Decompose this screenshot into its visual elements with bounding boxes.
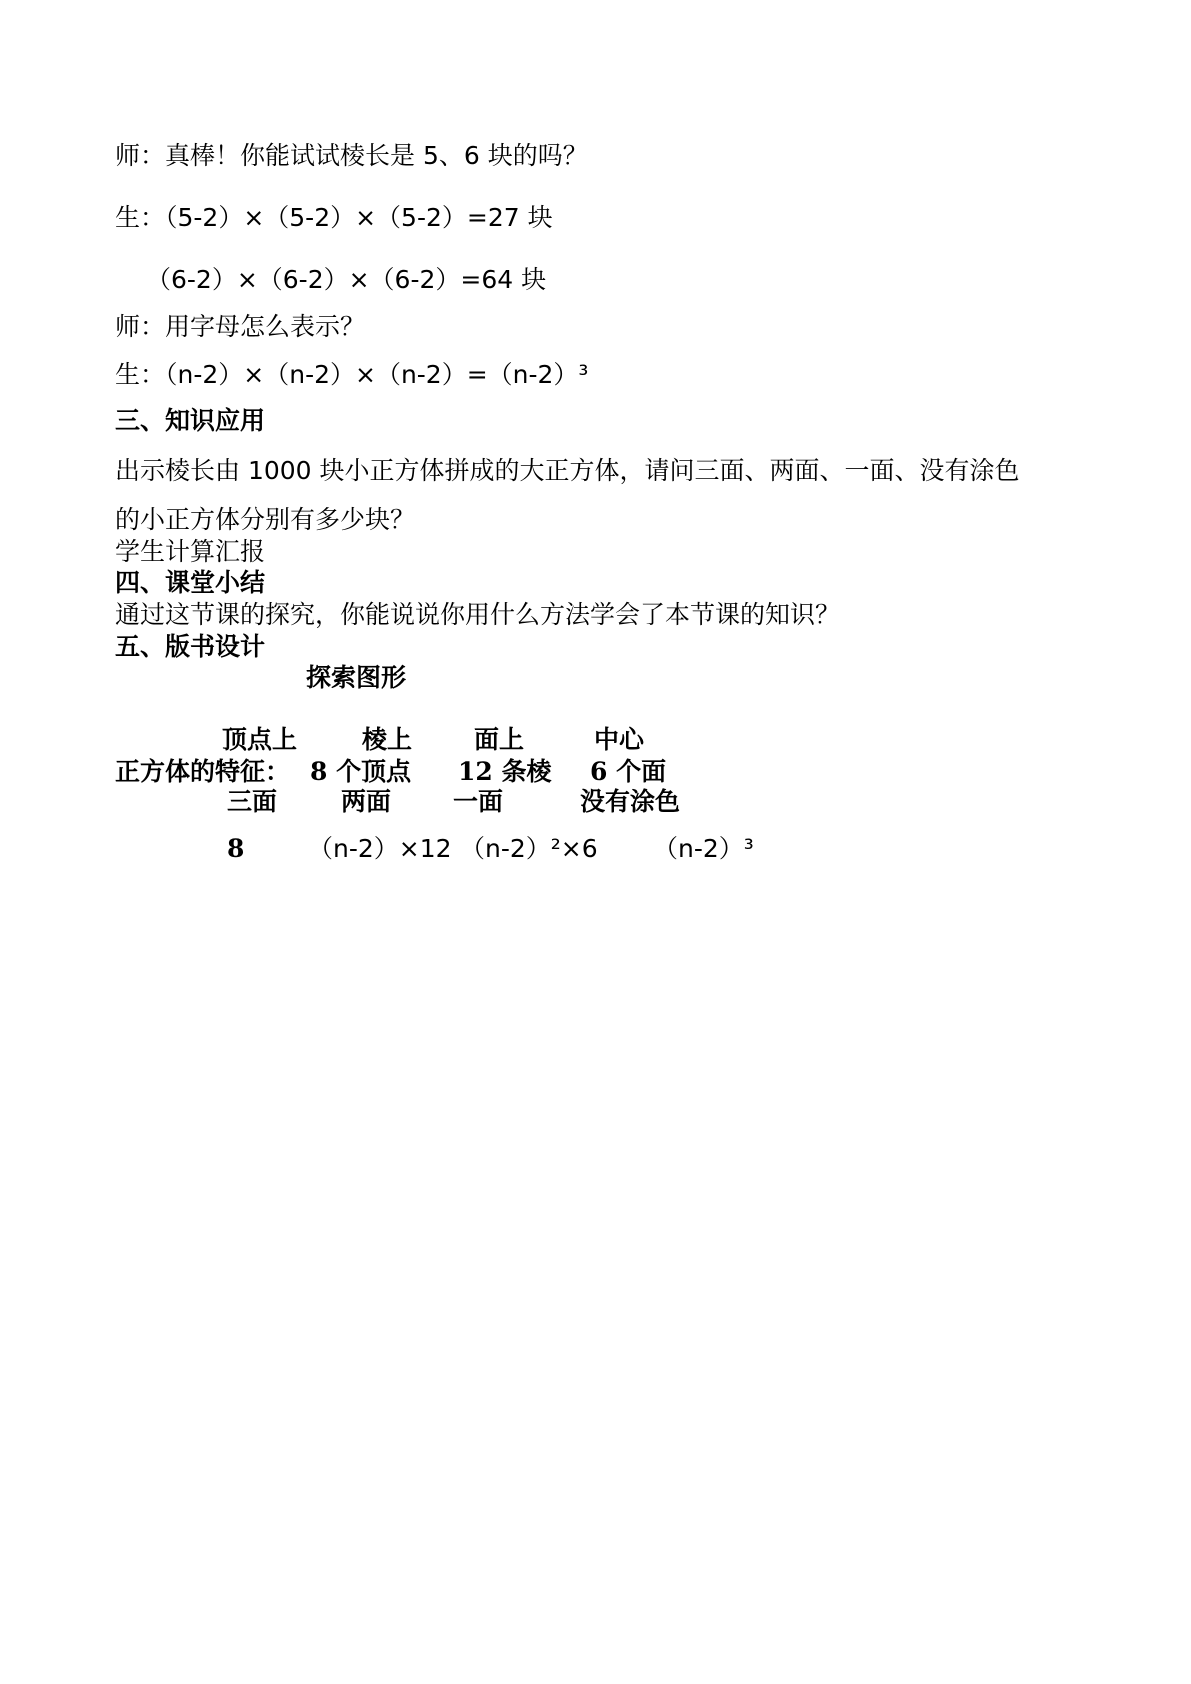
section-4-text: 通过这节课的探究，你能说说你用什么方法学会了本节课的知识？	[115, 600, 841, 629]
position-edge: 棱上	[362, 725, 413, 754]
painted-two-faces: 两面	[341, 787, 392, 816]
student-line-3: 生：（n-2）×（n-2）×（n-2）=（n-2）³	[115, 360, 589, 389]
painted-three-faces: 三面	[227, 787, 278, 816]
section-3-text-line-2: 的小正方体分别有多少块？	[115, 505, 416, 534]
section-5-heading: 五、版书设计	[115, 632, 266, 661]
position-face: 面上	[474, 725, 525, 754]
feature-vertices: 8 个顶点	[310, 757, 412, 786]
section-4-heading: 四、课堂小结	[115, 568, 266, 597]
section-3-heading: 三、知识应用	[115, 406, 266, 435]
formula-three-faces: 8	[227, 834, 245, 863]
painted-none: 没有涂色	[580, 787, 681, 816]
board-title: 探索图形	[306, 663, 407, 692]
feature-edges: 12 条棱	[458, 757, 552, 786]
formula-two-faces: （n-2）×12	[308, 834, 452, 863]
formula-one-face: （n-2）²×6	[460, 834, 598, 863]
painted-one-face: 一面	[453, 787, 504, 816]
position-vertex: 顶点上	[222, 725, 298, 754]
features-label: 正方体的特征：	[115, 757, 291, 786]
section-3-text-line-1: 出示棱长由 1000 块小正方体拼成的大正方体，请问三面、两面、一面、没有涂色	[115, 456, 1020, 485]
student-line-1: 生：（5-2）×（5-2）×（5-2）=27 块	[115, 203, 553, 232]
section-3-text-line-3: 学生计算汇报	[115, 537, 266, 566]
formula-no-face: （n-2）³	[653, 834, 754, 863]
student-line-2: （6-2）×（6-2）×（6-2）=64 块	[146, 265, 547, 294]
teacher-line-2: 师：用字母怎么表示？	[115, 312, 366, 341]
feature-faces: 6 个面	[590, 757, 667, 786]
teacher-line-1: 师：真棒！你能试试棱长是 5、6 块的吗？	[115, 141, 588, 170]
position-center: 中心	[594, 725, 645, 754]
